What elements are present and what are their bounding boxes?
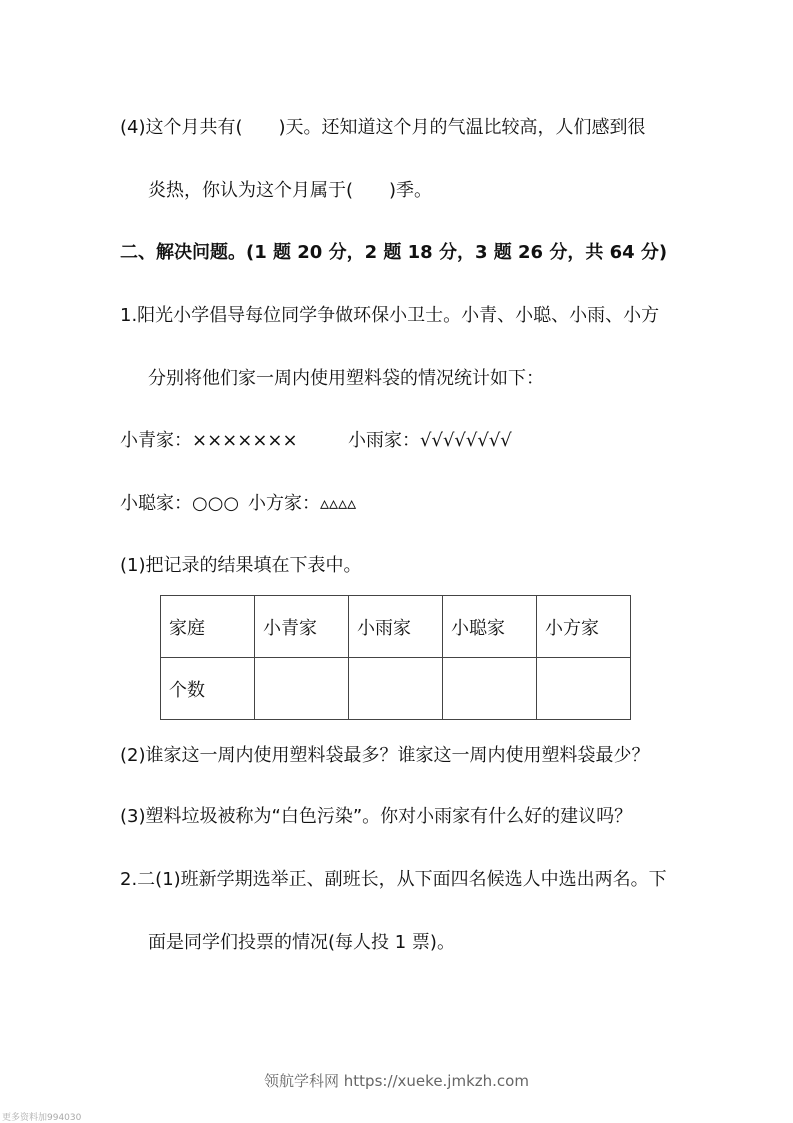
watermark-text: 更多资料加994030 [2,1113,82,1123]
page-footer: 领航学科网 https://xueke.jmkzh.com [264,1072,529,1090]
table-header-cell: 小聪家 [443,596,537,658]
problem1-line-2: 分别将他们家一周内使用塑料袋的情况统计如下： [148,368,544,389]
answer-cell-xiaofang[interactable] [537,658,631,720]
problem2-line-2: 面是同学们投票的情况(每人投 1 票)。 [148,932,455,953]
problem2-line-1: 2.二(1)班新学期选举正、副班长，从下面四名候选人中选出两名。下 [120,869,667,890]
table-row-label: 个数 [161,658,255,720]
q4-line-1: (4)这个月共有( )天。还知道这个月的气温比较高，人们感到很 [120,117,646,138]
answer-cell-xiaoyu[interactable] [349,658,443,720]
answer-cell-xiaocong[interactable] [443,658,537,720]
record-table [160,595,631,720]
problem1-line-1: 1.阳光小学倡导每位同学争做环保小卫士。小青、小聪、小雨、小方 [120,305,660,326]
sub-question-3: (3)塑料垃圾被称为“白色污染”。你对小雨家有什么好的建议吗？ [120,806,633,827]
section2-heading: 二、解决问题。(1 题 20 分，2 题 18 分，3 题 26 分，共 64 分) [120,242,668,263]
sub-question-1: (1)把记录的结果填在下表中。 [120,555,362,576]
table-header-cell: 小雨家 [349,596,443,658]
sub-question-2: (2)谁家这一周内使用塑料袋最多？谁家这一周内使用塑料袋最少？ [120,745,650,766]
table-header-cell: 家庭 [161,596,255,658]
table-row [161,658,631,720]
record-xiaoqing: 小青家：××××××× [120,430,298,451]
table-row [161,596,631,658]
record-xiaocong: 小聪家：○○○ [120,493,240,514]
answer-cell-xiaoqing[interactable] [255,658,349,720]
table-header-cell: 小方家 [537,596,631,658]
record-xiaofang: 小方家：▵▵▵▵ [248,493,357,514]
q4-line-2: 炎热，你认为这个月属于( )季。 [148,180,433,201]
table-header-cell: 小青家 [255,596,349,658]
record-xiaoyu: 小雨家：√√√√√√√√ [348,430,512,451]
